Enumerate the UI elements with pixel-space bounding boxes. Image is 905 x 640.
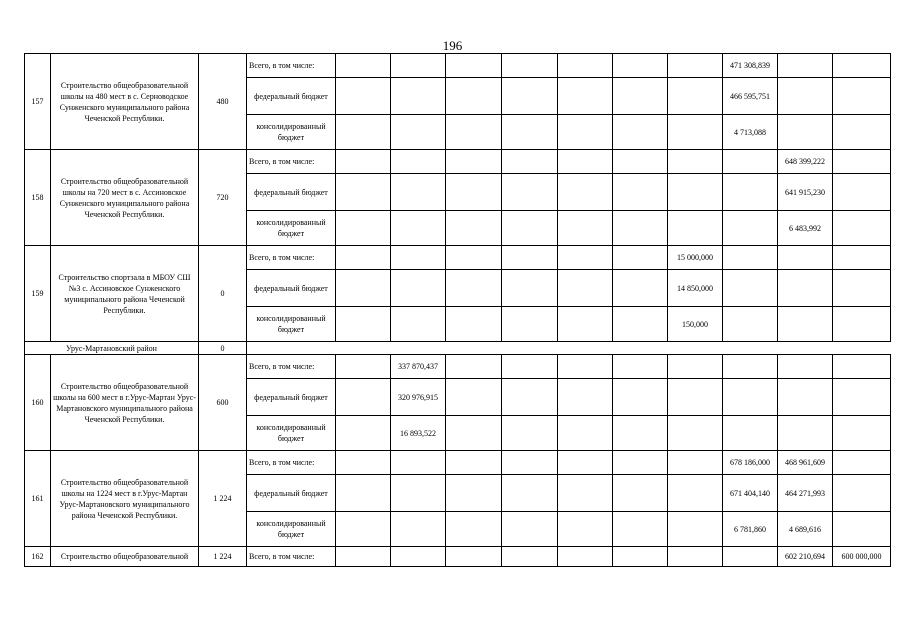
amount-cell: 14 850,000 [668,270,723,307]
amount-cell: 16 893,522 [391,416,446,451]
project-capacity: 480 [199,54,247,150]
amount-cell: 464 271,993 [778,475,833,512]
amount-cell: 471 308,839 [723,54,778,78]
amount-cell: 648 399,222 [778,150,833,174]
amount-cell: 4 689,616 [778,512,833,547]
row-number: 160 [25,355,51,451]
funding-source-total: Всего, в том числе: [247,246,336,270]
row-number: 159 [25,246,51,342]
amount-cell: 468 961,609 [778,451,833,475]
amount-cell: 6 781,860 [723,512,778,547]
amount-cell: 671 404,140 [723,475,778,512]
row-number: 157 [25,54,51,150]
budget-table [24,53,891,567]
project-name: Строительство общеобразовательной школы на 600 мест в г.Урус-Мартан Урус-Мартановского муниципального района Чеченской Республики. [51,355,199,451]
project-capacity: 720 [199,150,247,246]
amount-cell: 602 210,694 [778,547,833,567]
funding-source-consolidated: консолидированный бюджет [247,115,336,150]
amount-cell: 641 915,230 [778,174,833,211]
project-name: Строительство общеобразовательной школы на 480 мест в с. Серноводское Сунженского муниципального района Чеченской Республики. [51,54,199,150]
amount-cell: 600 000,000 [833,547,891,567]
funding-source-consolidated: консолидированный бюджет [247,211,336,246]
table-row [25,150,891,174]
amount-cell: 678 186,000 [723,451,778,475]
amount-cell: 15 000,000 [668,246,723,270]
district-row [25,342,891,355]
table-row [25,547,891,567]
project-capacity: 600 [199,355,247,451]
project-name: Строительство общеобразовательной [51,547,199,567]
funding-source-federal: федеральный бюджет [247,270,336,307]
funding-source-total: Всего, в том числе: [247,150,336,174]
table-row [25,54,891,78]
row-number: 158 [25,150,51,246]
funding-source-federal: федеральный бюджет [247,174,336,211]
amount-cell: 6 483,992 [778,211,833,246]
project-name: Строительство спортзала в МБОУ СШ №3 с. Ассиновское Сунженского муниципального района Чеченской Республики. [51,246,199,342]
row-number: 162 [25,547,51,567]
funding-source-consolidated: консолидированный бюджет [247,416,336,451]
row-number: 161 [25,451,51,547]
funding-source-federal: федеральный бюджет [247,78,336,115]
funding-source-consolidated: консолидированный бюджет [247,512,336,547]
funding-source-total: Всего, в том числе: [247,355,336,379]
amount-cell: 4 713,088 [723,115,778,150]
table-row [25,451,891,475]
amount-cell: 466 595,751 [723,78,778,115]
project-name: Строительство общеобразовательной школы на 1224 мест в г.Урус-Мартан Урус-Мартановского муниципального района Чеченской Республики. [51,451,199,547]
table-row [25,246,891,270]
amount-cell: 320 976,915 [391,379,446,416]
page-number: 196 [442,38,463,53]
project-name: Строительство общеобразовательной школы на 720 мест в с. Ассиновское Сунженского муниципального района Чеченской Республики. [51,150,199,246]
amount-cell: 150,000 [668,307,723,342]
funding-source-total: Всего, в том числе: [247,451,336,475]
funding-source-total: Всего, в том числе: [247,547,336,567]
amount-cell: 337 870,437 [391,355,446,379]
project-capacity: 1 224 [199,451,247,547]
funding-source-federal: федеральный бюджет [247,475,336,512]
project-capacity: 1 224 [199,547,247,567]
table-row [25,355,891,379]
project-capacity: 0 [199,246,247,342]
funding-source-consolidated: консолидированный бюджет [247,307,336,342]
funding-source-total: Всего, в том числе: [247,54,336,78]
district-name: Урус-Мартановский район [25,342,199,355]
funding-source-federal: федеральный бюджет [247,379,336,416]
district-capacity: 0 [199,342,247,355]
